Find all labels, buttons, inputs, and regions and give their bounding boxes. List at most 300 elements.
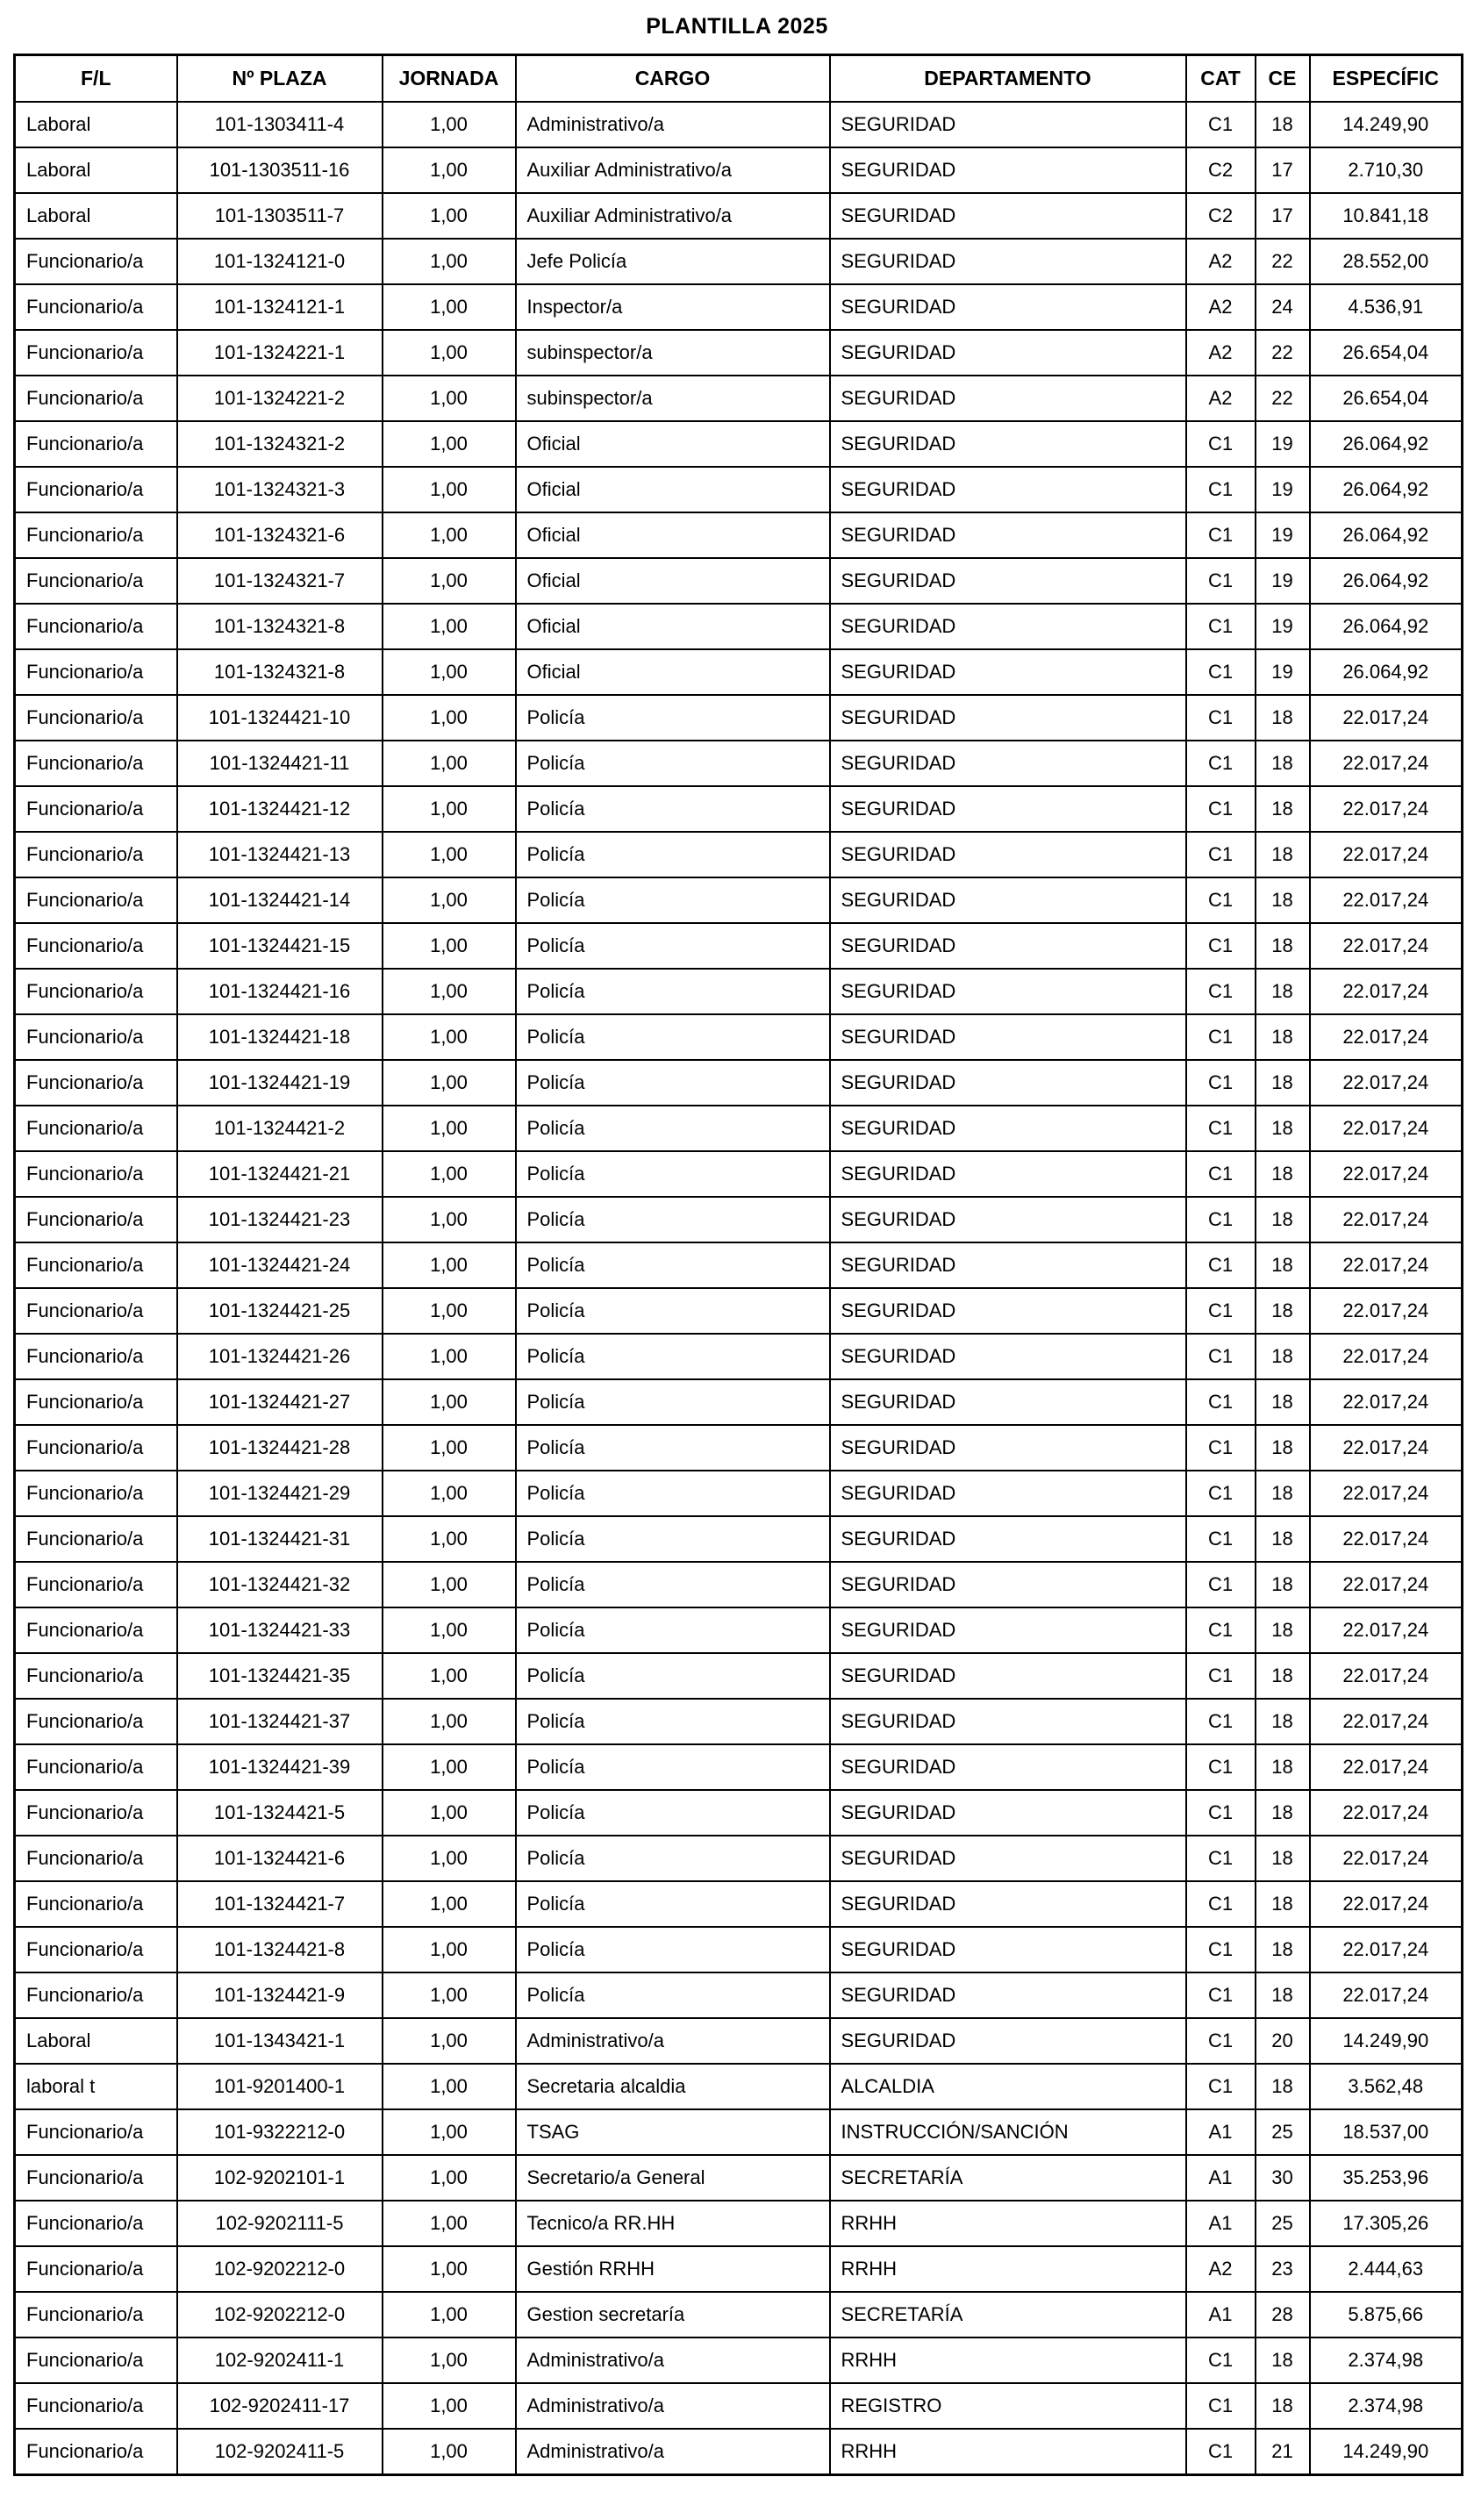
cell-jornada: 1,00 bbox=[383, 1014, 516, 1060]
cell-cargo: Policía bbox=[516, 1379, 830, 1425]
cell-num-plaza: 101-1324421-33 bbox=[177, 1607, 383, 1653]
cell-departamento: SEGURIDAD bbox=[830, 1425, 1186, 1471]
table-row bbox=[15, 1242, 1463, 1288]
cell-especific: 22.017,24 bbox=[1310, 1927, 1463, 1972]
cell-cargo: Policía bbox=[516, 741, 830, 786]
cell-jornada: 1,00 bbox=[383, 147, 516, 193]
cell-jornada: 1,00 bbox=[383, 832, 516, 877]
cell-fl: Laboral bbox=[15, 2018, 177, 2064]
cell-cat: C1 bbox=[1186, 421, 1256, 467]
cell-cat: C1 bbox=[1186, 1927, 1256, 1972]
cell-departamento: SEGURIDAD bbox=[830, 969, 1186, 1014]
cell-num-plaza: 102-9202411-1 bbox=[177, 2337, 383, 2383]
cell-num-plaza: 101-1324421-35 bbox=[177, 1653, 383, 1699]
page-title: PLANTILLA 2025 bbox=[646, 14, 828, 39]
cell-cat: C1 bbox=[1186, 695, 1256, 741]
cell-jornada: 1,00 bbox=[383, 2429, 516, 2475]
cell-fl: Funcionario/a bbox=[15, 649, 177, 695]
cell-fl: Funcionario/a bbox=[15, 1151, 177, 1197]
table-row bbox=[15, 1425, 1463, 1471]
table-row bbox=[15, 2064, 1463, 2109]
cell-cat: C1 bbox=[1186, 1334, 1256, 1379]
cell-especific: 26.064,92 bbox=[1310, 649, 1463, 695]
cell-fl: Laboral bbox=[15, 102, 177, 147]
cell-jornada: 1,00 bbox=[383, 239, 516, 284]
cell-especific: 22.017,24 bbox=[1310, 695, 1463, 741]
cell-jornada: 1,00 bbox=[383, 2383, 516, 2429]
cell-num-plaza: 101-1324321-6 bbox=[177, 512, 383, 558]
cell-departamento: SEGURIDAD bbox=[830, 421, 1186, 467]
cell-cargo: Auxiliar Administrativo/a bbox=[516, 193, 830, 239]
column-header-num-plaza: Nº PLAZA bbox=[177, 55, 383, 103]
cell-cargo: Administrativo/a bbox=[516, 102, 830, 147]
cell-especific: 22.017,24 bbox=[1310, 1060, 1463, 1106]
cell-cat: C2 bbox=[1186, 147, 1256, 193]
cell-fl: Funcionario/a bbox=[15, 1607, 177, 1653]
cell-jornada: 1,00 bbox=[383, 2155, 516, 2201]
table-row bbox=[15, 1471, 1463, 1516]
cell-especific: 3.562,48 bbox=[1310, 2064, 1463, 2109]
cell-num-plaza: 101-1303511-16 bbox=[177, 147, 383, 193]
table-row bbox=[15, 741, 1463, 786]
cell-cargo: Policía bbox=[516, 832, 830, 877]
cell-fl: Funcionario/a bbox=[15, 1881, 177, 1927]
cell-num-plaza: 101-1324421-11 bbox=[177, 741, 383, 786]
cell-jornada: 1,00 bbox=[383, 1471, 516, 1516]
cell-ce: 17 bbox=[1256, 193, 1310, 239]
cell-ce: 20 bbox=[1256, 2018, 1310, 2064]
cell-departamento: SEGURIDAD bbox=[830, 877, 1186, 923]
table-row bbox=[15, 1699, 1463, 1744]
table-row bbox=[15, 1379, 1463, 1425]
cell-num-plaza: 101-1324421-37 bbox=[177, 1699, 383, 1744]
cell-especific: 22.017,24 bbox=[1310, 1288, 1463, 1334]
cell-cat: A1 bbox=[1186, 2201, 1256, 2246]
cell-especific: 26.064,92 bbox=[1310, 604, 1463, 649]
cell-fl: laboral t bbox=[15, 2064, 177, 2109]
cell-jornada: 1,00 bbox=[383, 2201, 516, 2246]
cell-jornada: 1,00 bbox=[383, 1288, 516, 1334]
cell-cargo: Policía bbox=[516, 923, 830, 969]
cell-departamento: REGISTRO bbox=[830, 2383, 1186, 2429]
cell-especific: 17.305,26 bbox=[1310, 2201, 1463, 2246]
cell-departamento: SECRETARÍA bbox=[830, 2292, 1186, 2337]
cell-ce: 18 bbox=[1256, 1699, 1310, 1744]
cell-ce: 19 bbox=[1256, 604, 1310, 649]
cell-fl: Funcionario/a bbox=[15, 1836, 177, 1881]
table-row bbox=[15, 786, 1463, 832]
cell-cargo: Policía bbox=[516, 969, 830, 1014]
table-row bbox=[15, 1972, 1463, 2018]
cell-cat: A2 bbox=[1186, 239, 1256, 284]
cell-ce: 18 bbox=[1256, 923, 1310, 969]
cell-cargo: Policía bbox=[516, 1242, 830, 1288]
cell-especific: 22.017,24 bbox=[1310, 832, 1463, 877]
cell-fl: Funcionario/a bbox=[15, 923, 177, 969]
table-row bbox=[15, 102, 1463, 147]
cell-cargo: Oficial bbox=[516, 421, 830, 467]
cell-especific: 5.875,66 bbox=[1310, 2292, 1463, 2337]
cell-jornada: 1,00 bbox=[383, 1562, 516, 1607]
cell-departamento: SEGURIDAD bbox=[830, 512, 1186, 558]
cell-ce: 18 bbox=[1256, 741, 1310, 786]
table-row bbox=[15, 1607, 1463, 1653]
table-row bbox=[15, 284, 1463, 330]
cell-fl: Funcionario/a bbox=[15, 1242, 177, 1288]
cell-especific: 22.017,24 bbox=[1310, 969, 1463, 1014]
cell-ce: 18 bbox=[1256, 1242, 1310, 1288]
cell-cargo: Policía bbox=[516, 1607, 830, 1653]
cell-num-plaza: 102-9202101-1 bbox=[177, 2155, 383, 2201]
cell-cargo: Policía bbox=[516, 1653, 830, 1699]
cell-cargo: Policía bbox=[516, 1106, 830, 1151]
cell-cargo: Policía bbox=[516, 1288, 830, 1334]
table-row bbox=[15, 1562, 1463, 1607]
cell-cargo: Policía bbox=[516, 1562, 830, 1607]
cell-num-plaza: 101-1324321-8 bbox=[177, 649, 383, 695]
cell-cat: C1 bbox=[1186, 2383, 1256, 2429]
cell-cat: C1 bbox=[1186, 1379, 1256, 1425]
cell-especific: 22.017,24 bbox=[1310, 1607, 1463, 1653]
cell-num-plaza: 101-1324421-9 bbox=[177, 1972, 383, 2018]
cell-num-plaza: 101-1324321-2 bbox=[177, 421, 383, 467]
cell-num-plaza: 101-1324421-21 bbox=[177, 1151, 383, 1197]
cell-cat: C1 bbox=[1186, 741, 1256, 786]
cell-fl: Funcionario/a bbox=[15, 376, 177, 421]
cell-jornada: 1,00 bbox=[383, 1607, 516, 1653]
cell-especific: 2.374,98 bbox=[1310, 2337, 1463, 2383]
cell-jornada: 1,00 bbox=[383, 1653, 516, 1699]
cell-cat: C1 bbox=[1186, 2064, 1256, 2109]
cell-departamento: RRHH bbox=[830, 2429, 1186, 2475]
cell-cat: C1 bbox=[1186, 1060, 1256, 1106]
cell-departamento: SEGURIDAD bbox=[830, 741, 1186, 786]
cell-cat: C1 bbox=[1186, 1151, 1256, 1197]
cell-jornada: 1,00 bbox=[383, 1151, 516, 1197]
cell-ce: 25 bbox=[1256, 2201, 1310, 2246]
cell-fl: Funcionario/a bbox=[15, 1744, 177, 1790]
cell-ce: 18 bbox=[1256, 102, 1310, 147]
cell-fl: Funcionario/a bbox=[15, 969, 177, 1014]
cell-cat: C1 bbox=[1186, 1881, 1256, 1927]
cell-departamento: SEGURIDAD bbox=[830, 1379, 1186, 1425]
cell-fl: Funcionario/a bbox=[15, 1106, 177, 1151]
column-header-especific: ESPECÍFIC bbox=[1310, 55, 1463, 103]
cell-ce: 28 bbox=[1256, 2292, 1310, 2337]
cell-fl: Funcionario/a bbox=[15, 2292, 177, 2337]
cell-departamento: SEGURIDAD bbox=[830, 1106, 1186, 1151]
cell-especific: 22.017,24 bbox=[1310, 1790, 1463, 1836]
table-row bbox=[15, 1790, 1463, 1836]
cell-especific: 26.064,92 bbox=[1310, 421, 1463, 467]
cell-cargo: subinspector/a bbox=[516, 330, 830, 376]
cell-especific: 26.064,92 bbox=[1310, 558, 1463, 604]
cell-num-plaza: 101-9322212-0 bbox=[177, 2109, 383, 2155]
cell-num-plaza: 101-1324221-2 bbox=[177, 376, 383, 421]
table-row bbox=[15, 923, 1463, 969]
table-row bbox=[15, 1836, 1463, 1881]
table-row bbox=[15, 1197, 1463, 1242]
cell-jornada: 1,00 bbox=[383, 1790, 516, 1836]
cell-cargo: Gestion secretaría bbox=[516, 2292, 830, 2337]
cell-cargo: Policía bbox=[516, 1927, 830, 1972]
cell-fl: Funcionario/a bbox=[15, 1197, 177, 1242]
cell-departamento: SEGURIDAD bbox=[830, 2018, 1186, 2064]
cell-fl: Funcionario/a bbox=[15, 421, 177, 467]
cell-fl: Laboral bbox=[15, 147, 177, 193]
cell-num-plaza: 101-1303411-4 bbox=[177, 102, 383, 147]
table-row bbox=[15, 1334, 1463, 1379]
cell-cat: C1 bbox=[1186, 1699, 1256, 1744]
cell-num-plaza: 101-1324421-13 bbox=[177, 832, 383, 877]
cell-num-plaza: 101-1324421-10 bbox=[177, 695, 383, 741]
cell-cargo: Policía bbox=[516, 1836, 830, 1881]
cell-cat: C1 bbox=[1186, 1790, 1256, 1836]
cell-cargo: Policía bbox=[516, 1060, 830, 1106]
cell-especific: 26.064,92 bbox=[1310, 512, 1463, 558]
cell-jornada: 1,00 bbox=[383, 193, 516, 239]
cell-jornada: 1,00 bbox=[383, 376, 516, 421]
table-row bbox=[15, 467, 1463, 512]
cell-jornada: 1,00 bbox=[383, 512, 516, 558]
cell-departamento: SEGURIDAD bbox=[830, 330, 1186, 376]
cell-cargo: Administrativo/a bbox=[516, 2429, 830, 2475]
cell-cat: C1 bbox=[1186, 1288, 1256, 1334]
cell-departamento: SEGURIDAD bbox=[830, 1516, 1186, 1562]
cell-cargo: Policía bbox=[516, 1471, 830, 1516]
cell-departamento: SEGURIDAD bbox=[830, 102, 1186, 147]
cell-cat: C1 bbox=[1186, 1425, 1256, 1471]
cell-cargo: Oficial bbox=[516, 649, 830, 695]
cell-especific: 2.444,63 bbox=[1310, 2246, 1463, 2292]
table-row bbox=[15, 649, 1463, 695]
table-row bbox=[15, 1927, 1463, 1972]
cell-especific: 22.017,24 bbox=[1310, 786, 1463, 832]
cell-ce: 30 bbox=[1256, 2155, 1310, 2201]
cell-especific: 22.017,24 bbox=[1310, 1744, 1463, 1790]
cell-departamento: SEGURIDAD bbox=[830, 1972, 1186, 2018]
cell-fl: Funcionario/a bbox=[15, 695, 177, 741]
table-row bbox=[15, 1881, 1463, 1927]
cell-cat: C1 bbox=[1186, 877, 1256, 923]
cell-cargo: Auxiliar Administrativo/a bbox=[516, 147, 830, 193]
cell-departamento: SEGURIDAD bbox=[830, 695, 1186, 741]
cell-ce: 18 bbox=[1256, 1106, 1310, 1151]
cell-cat: C1 bbox=[1186, 923, 1256, 969]
cell-ce: 19 bbox=[1256, 558, 1310, 604]
cell-fl: Laboral bbox=[15, 193, 177, 239]
cell-jornada: 1,00 bbox=[383, 2337, 516, 2383]
cell-departamento: ALCALDIA bbox=[830, 2064, 1186, 2109]
cell-ce: 18 bbox=[1256, 1516, 1310, 1562]
cell-ce: 18 bbox=[1256, 1562, 1310, 1607]
cell-num-plaza: 101-1324421-19 bbox=[177, 1060, 383, 1106]
cell-cat: A1 bbox=[1186, 2292, 1256, 2337]
cell-fl: Funcionario/a bbox=[15, 877, 177, 923]
cell-num-plaza: 101-1324421-15 bbox=[177, 923, 383, 969]
cell-departamento: SEGURIDAD bbox=[830, 1014, 1186, 1060]
cell-especific: 14.249,90 bbox=[1310, 102, 1463, 147]
cell-num-plaza: 101-1324421-8 bbox=[177, 1927, 383, 1972]
cell-especific: 18.537,00 bbox=[1310, 2109, 1463, 2155]
cell-jornada: 1,00 bbox=[383, 1927, 516, 1972]
cell-fl: Funcionario/a bbox=[15, 558, 177, 604]
cell-jornada: 1,00 bbox=[383, 695, 516, 741]
cell-departamento: SEGURIDAD bbox=[830, 1471, 1186, 1516]
cell-ce: 22 bbox=[1256, 330, 1310, 376]
cell-fl: Funcionario/a bbox=[15, 604, 177, 649]
cell-cargo: Administrativo/a bbox=[516, 2337, 830, 2383]
table-row bbox=[15, 604, 1463, 649]
table-row bbox=[15, 147, 1463, 193]
cell-jornada: 1,00 bbox=[383, 1881, 516, 1927]
cell-num-plaza: 101-9201400-1 bbox=[177, 2064, 383, 2109]
column-header-departamento: DEPARTAMENTO bbox=[830, 55, 1186, 103]
table-row bbox=[15, 1653, 1463, 1699]
cell-departamento: SEGURIDAD bbox=[830, 832, 1186, 877]
cell-especific: 35.253,96 bbox=[1310, 2155, 1463, 2201]
column-header-cat: CAT bbox=[1186, 55, 1256, 103]
table-row bbox=[15, 1288, 1463, 1334]
cell-fl: Funcionario/a bbox=[15, 1014, 177, 1060]
cell-cargo: Oficial bbox=[516, 604, 830, 649]
cell-cat: C1 bbox=[1186, 969, 1256, 1014]
cell-jornada: 1,00 bbox=[383, 1106, 516, 1151]
cell-jornada: 1,00 bbox=[383, 969, 516, 1014]
cell-departamento: SECRETARÍA bbox=[830, 2155, 1186, 2201]
cell-num-plaza: 101-1324321-3 bbox=[177, 467, 383, 512]
cell-fl: Funcionario/a bbox=[15, 1516, 177, 1562]
cell-ce: 18 bbox=[1256, 786, 1310, 832]
cell-cat: A2 bbox=[1186, 2246, 1256, 2292]
cell-ce: 18 bbox=[1256, 1014, 1310, 1060]
cell-cargo: Inspector/a bbox=[516, 284, 830, 330]
cell-especific: 22.017,24 bbox=[1310, 1106, 1463, 1151]
cell-especific: 28.552,00 bbox=[1310, 239, 1463, 284]
cell-departamento: SEGURIDAD bbox=[830, 284, 1186, 330]
cell-jornada: 1,00 bbox=[383, 2246, 516, 2292]
cell-num-plaza: 102-9202212-0 bbox=[177, 2246, 383, 2292]
cell-cat: C1 bbox=[1186, 1836, 1256, 1881]
cell-num-plaza: 102-9202212-0 bbox=[177, 2292, 383, 2337]
table-row bbox=[15, 2201, 1463, 2246]
cell-jornada: 1,00 bbox=[383, 2292, 516, 2337]
cell-ce: 22 bbox=[1256, 376, 1310, 421]
cell-cargo: Oficial bbox=[516, 558, 830, 604]
cell-jornada: 1,00 bbox=[383, 1242, 516, 1288]
cell-departamento: SEGURIDAD bbox=[830, 1288, 1186, 1334]
cell-num-plaza: 101-1324221-1 bbox=[177, 330, 383, 376]
cell-especific: 22.017,24 bbox=[1310, 1014, 1463, 1060]
cell-ce: 18 bbox=[1256, 832, 1310, 877]
cell-cat: C1 bbox=[1186, 832, 1256, 877]
cell-num-plaza: 101-1324421-39 bbox=[177, 1744, 383, 1790]
cell-cargo: Administrativo/a bbox=[516, 2018, 830, 2064]
cell-departamento: SEGURIDAD bbox=[830, 558, 1186, 604]
cell-num-plaza: 101-1324421-24 bbox=[177, 1242, 383, 1288]
cell-cat: C1 bbox=[1186, 1014, 1256, 1060]
cell-fl: Funcionario/a bbox=[15, 1425, 177, 1471]
cell-jornada: 1,00 bbox=[383, 649, 516, 695]
cell-departamento: RRHH bbox=[830, 2337, 1186, 2383]
cell-departamento: SEGURIDAD bbox=[830, 1790, 1186, 1836]
cell-departamento: SEGURIDAD bbox=[830, 1562, 1186, 1607]
cell-jornada: 1,00 bbox=[383, 2064, 516, 2109]
cell-jornada: 1,00 bbox=[383, 786, 516, 832]
cell-num-plaza: 101-1324421-29 bbox=[177, 1471, 383, 1516]
cell-ce: 18 bbox=[1256, 2383, 1310, 2429]
cell-num-plaza: 101-1324421-6 bbox=[177, 1836, 383, 1881]
cell-cargo: Oficial bbox=[516, 512, 830, 558]
cell-ce: 24 bbox=[1256, 284, 1310, 330]
cell-fl: Funcionario/a bbox=[15, 1379, 177, 1425]
cell-jornada: 1,00 bbox=[383, 558, 516, 604]
cell-num-plaza: 101-1324421-27 bbox=[177, 1379, 383, 1425]
cell-cargo: Policía bbox=[516, 1151, 830, 1197]
cell-num-plaza: 101-1324421-32 bbox=[177, 1562, 383, 1607]
cell-cat: C1 bbox=[1186, 2337, 1256, 2383]
cell-jornada: 1,00 bbox=[383, 1699, 516, 1744]
cell-especific: 26.064,92 bbox=[1310, 467, 1463, 512]
table-body bbox=[15, 102, 1463, 2475]
cell-cargo: Oficial bbox=[516, 467, 830, 512]
cell-departamento: INSTRUCCIÓN/SANCIÓN bbox=[830, 2109, 1186, 2155]
cell-cat: C1 bbox=[1186, 604, 1256, 649]
cell-ce: 18 bbox=[1256, 1790, 1310, 1836]
header-row bbox=[15, 55, 1463, 103]
cell-especific: 22.017,24 bbox=[1310, 1653, 1463, 1699]
cell-cat: C1 bbox=[1186, 512, 1256, 558]
cell-cargo: Tecnico/a RR.HH bbox=[516, 2201, 830, 2246]
cell-cargo: Policía bbox=[516, 1197, 830, 1242]
table-row bbox=[15, 1744, 1463, 1790]
cell-departamento: SEGURIDAD bbox=[830, 1197, 1186, 1242]
cell-cat: C1 bbox=[1186, 1471, 1256, 1516]
table-row bbox=[15, 695, 1463, 741]
cell-ce: 18 bbox=[1256, 1927, 1310, 1972]
table-row bbox=[15, 969, 1463, 1014]
cell-especific: 4.536,91 bbox=[1310, 284, 1463, 330]
cell-num-plaza: 101-1343421-1 bbox=[177, 2018, 383, 2064]
cell-departamento: SEGURIDAD bbox=[830, 1607, 1186, 1653]
cell-num-plaza: 101-1324421-23 bbox=[177, 1197, 383, 1242]
cell-cargo: Policía bbox=[516, 1516, 830, 1562]
table-row bbox=[15, 193, 1463, 239]
cell-fl: Funcionario/a bbox=[15, 284, 177, 330]
cell-cat: C1 bbox=[1186, 1562, 1256, 1607]
cell-num-plaza: 102-9202411-5 bbox=[177, 2429, 383, 2475]
cell-fl: Funcionario/a bbox=[15, 2201, 177, 2246]
cell-cat: C1 bbox=[1186, 1972, 1256, 2018]
cell-cargo: Policía bbox=[516, 1699, 830, 1744]
cell-especific: 22.017,24 bbox=[1310, 1562, 1463, 1607]
cell-departamento: SEGURIDAD bbox=[830, 1242, 1186, 1288]
cell-num-plaza: 102-9202111-5 bbox=[177, 2201, 383, 2246]
cell-cat: C1 bbox=[1186, 2018, 1256, 2064]
cell-cat: A1 bbox=[1186, 2155, 1256, 2201]
table-row bbox=[15, 2429, 1463, 2475]
cell-ce: 18 bbox=[1256, 1881, 1310, 1927]
cell-especific: 22.017,24 bbox=[1310, 1242, 1463, 1288]
cell-ce: 18 bbox=[1256, 969, 1310, 1014]
cell-cat: C1 bbox=[1186, 649, 1256, 695]
cell-num-plaza: 101-1324421-18 bbox=[177, 1014, 383, 1060]
cell-num-plaza: 101-1324421-7 bbox=[177, 1881, 383, 1927]
cell-cargo: TSAG bbox=[516, 2109, 830, 2155]
cell-departamento: SEGURIDAD bbox=[830, 1060, 1186, 1106]
cell-especific: 22.017,24 bbox=[1310, 1334, 1463, 1379]
cell-jornada: 1,00 bbox=[383, 1197, 516, 1242]
